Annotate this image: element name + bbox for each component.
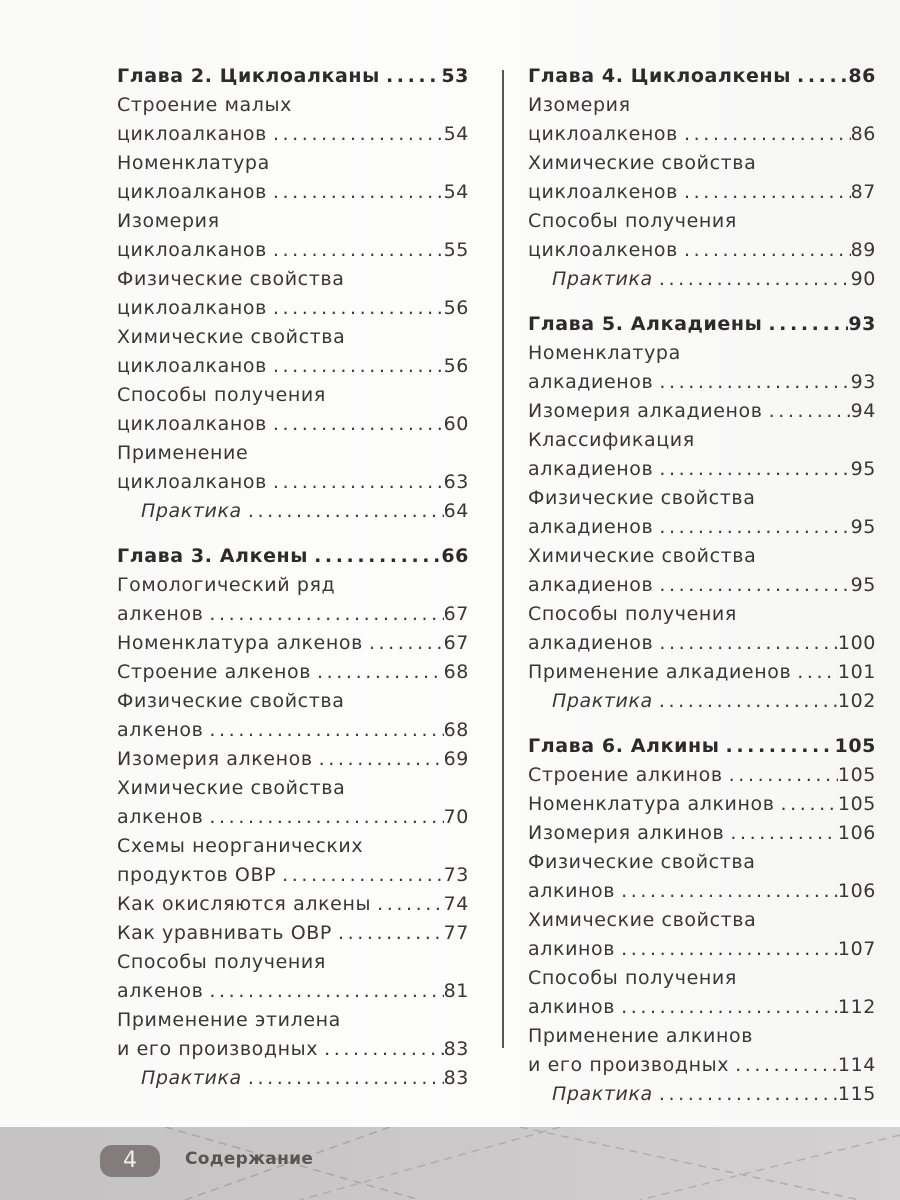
toc-entry-page: 60: [443, 413, 469, 435]
practice-entry-page: 83: [443, 1067, 469, 1089]
toc-entry-page: 81: [443, 980, 469, 1002]
toc-entry-page: 106: [837, 880, 876, 902]
toc-entry-page: 56: [443, 355, 469, 377]
toc-entry-line[interactable]: [528, 906, 876, 935]
toc-entry[interactable]: [117, 745, 469, 774]
toc-entry-line[interactable]: [117, 832, 469, 861]
toc-entry-page: 101: [837, 661, 876, 683]
toc-entry-text: Изомерия алкинов: [528, 822, 725, 844]
toc-entry-text: циклоалканов: [117, 297, 267, 319]
toc-entry[interactable]: [117, 803, 469, 832]
toc-entry[interactable]: [528, 455, 876, 484]
toc-entry-page: 55: [443, 239, 469, 261]
toc-entry-page: 87: [850, 181, 876, 203]
leader-dots: [678, 178, 851, 207]
toc-entry-page: 68: [443, 719, 469, 741]
toc-entry-line[interactable]: [117, 323, 469, 352]
toc-entry-line[interactable]: [117, 439, 469, 468]
toc-entry[interactable]: [528, 877, 876, 906]
toc-entry-text: Применение: [117, 442, 249, 464]
toc-entry-line[interactable]: [117, 571, 469, 600]
toc-entry-page: 74: [443, 893, 469, 915]
toc-entry-text: Номенклатура алкинов: [528, 793, 775, 815]
toc-entry-text: циклоалкенов: [528, 181, 678, 203]
toc-entry[interactable]: [528, 790, 876, 819]
practice-entry[interactable]: [117, 497, 469, 526]
column-divider: [502, 70, 504, 1048]
toc-entry-page: 95: [850, 458, 876, 480]
toc-entry-text: Изомерия: [117, 210, 220, 232]
footer-section-label: Содержание: [185, 1149, 314, 1169]
toc-entry[interactable]: [117, 468, 469, 497]
chapter-title[interactable]: [117, 62, 469, 91]
toc-entry-text: продуктов ОВР: [117, 864, 277, 886]
toc-entry-text: Гомологический ряд: [117, 574, 336, 596]
toc-entry-page: 67: [443, 603, 469, 625]
toc-entry-text: алкинов: [528, 938, 616, 960]
toc-entry-page: 93: [850, 371, 876, 393]
toc-entry-text: Способы получения: [528, 603, 737, 625]
toc-entry-line[interactable]: [528, 484, 876, 513]
toc-entry-line[interactable]: [528, 1022, 876, 1051]
toc-entry-text: Номенклатура: [528, 342, 681, 364]
toc-entry-page: 100: [837, 632, 876, 654]
chapter-title-text: Глава 6. Алкины: [528, 735, 720, 757]
leader-dots: [615, 935, 838, 964]
toc-entry[interactable]: [117, 977, 469, 1006]
toc-right-column: [528, 62, 876, 1125]
toc-entry-text: алкинов: [528, 996, 616, 1018]
practice-entry-page: 90: [850, 268, 876, 290]
toc-entry-line[interactable]: [528, 964, 876, 993]
toc-entry[interactable]: [117, 861, 469, 890]
practice-entry[interactable]: [528, 687, 876, 716]
toc-entry-text: и его производных: [528, 1054, 730, 1076]
toc-entry-text: Номенклатура алкенов: [117, 632, 363, 654]
toc-entry-text: Физические свойства: [528, 487, 756, 509]
toc-entry-line[interactable]: [117, 381, 469, 410]
practice-entry-page: 115: [837, 1083, 876, 1105]
toc-entry-text: Физические свойства: [528, 851, 756, 873]
practice-entry-text: Практика: [141, 500, 242, 522]
leader-dots: [791, 658, 838, 687]
toc-entry-page: 69: [443, 748, 469, 770]
leader-dots: [267, 294, 444, 323]
leader-dots: [332, 919, 444, 948]
toc-entry-text: Применение алкинов: [528, 1025, 753, 1047]
toc-entry[interactable]: [117, 236, 469, 265]
toc-entry-line[interactable]: [117, 1006, 469, 1035]
toc-entry-page: 95: [850, 516, 876, 538]
leader-dots: [311, 658, 444, 687]
toc-entry-page: 56: [443, 297, 469, 319]
toc-entry[interactable]: [528, 571, 876, 600]
toc-entry-line[interactable]: [117, 948, 469, 977]
chapter-title-page: 66: [441, 545, 469, 567]
toc-entry-page: 83: [443, 1038, 469, 1060]
toc-entry-line[interactable]: [528, 339, 876, 368]
chapter-title-page: 53: [441, 65, 469, 87]
leader-dots: [775, 790, 838, 819]
leader-dots: [720, 732, 835, 761]
leader-dots: [242, 497, 444, 526]
chapter-title[interactable]: [117, 542, 469, 571]
toc-entry-text: алкадиенов: [528, 632, 654, 654]
toc-entry[interactable]: [117, 919, 469, 948]
toc-entry-text: алкадиенов: [528, 574, 654, 596]
toc-entry-text: Химические свойства: [528, 909, 757, 931]
toc-entry-text: циклоалкенов: [528, 239, 678, 261]
toc-entry-line[interactable]: [528, 542, 876, 571]
toc-entry[interactable]: [528, 993, 876, 1022]
chapter-title[interactable]: [528, 732, 876, 761]
toc-entry-text: Физические свойства: [117, 268, 345, 290]
leader-dots: [763, 397, 851, 426]
toc-entry[interactable]: [117, 352, 469, 381]
toc-entry-text: алкенов: [117, 806, 204, 828]
toc-entry-text: алкадиенов: [528, 371, 654, 393]
toc-entry[interactable]: [528, 935, 876, 964]
toc-entry-text: Способы получения: [117, 384, 326, 406]
practice-entry-text: Практика: [552, 1083, 653, 1105]
chapter-title[interactable]: [528, 62, 876, 91]
leader-dots: [653, 687, 838, 716]
toc-entry[interactable]: [528, 658, 876, 687]
chapter-block: [528, 62, 876, 294]
toc-entry-text: Способы получения: [117, 951, 326, 973]
toc-entry-text: циклоалканов: [117, 239, 267, 261]
toc-entry[interactable]: [528, 368, 876, 397]
leader-dots: [729, 1051, 838, 1080]
toc-entry[interactable]: [528, 819, 876, 848]
toc-entry-line[interactable]: [117, 149, 469, 178]
practice-entry-page: 102: [837, 690, 876, 712]
toc-entry-line[interactable]: [117, 774, 469, 803]
toc-entry-text: Химические свойства: [117, 777, 346, 799]
chapter-title-text: Глава 2. Циклоалканы: [117, 65, 380, 87]
chapter-title[interactable]: [528, 310, 876, 339]
leader-dots: [678, 236, 851, 265]
leader-dots: [653, 368, 850, 397]
toc-entry-text: циклоалканов: [117, 413, 267, 435]
leader-dots: [653, 513, 850, 542]
toc-entry-text: циклоалкенов: [528, 123, 678, 145]
toc-entry-page: 73: [443, 864, 469, 886]
toc-entry-page: 54: [443, 123, 469, 145]
toc-entry[interactable]: [117, 658, 469, 687]
toc-entry-line[interactable]: [528, 426, 876, 455]
toc-entry[interactable]: [528, 236, 876, 265]
toc-entry-text: Изомерия алкадиенов: [528, 400, 763, 422]
toc-entry-text: Химические свойства: [528, 152, 757, 174]
leader-dots: [724, 819, 838, 848]
chapter-block: [117, 62, 469, 526]
toc-entry-page: 105: [837, 793, 876, 815]
leader-dots: [242, 1064, 444, 1093]
toc-entry-text: циклоалканов: [117, 355, 267, 377]
toc-entry-page: 68: [443, 661, 469, 683]
chapter-title-text: Глава 4. Циклоалкены: [528, 65, 791, 87]
leader-dots: [363, 629, 444, 658]
toc-entry-text: Способы получения: [528, 210, 737, 232]
practice-entry-text: Практика: [552, 690, 653, 712]
toc-entry-page: 54: [443, 181, 469, 203]
toc-entry-text: циклоалканов: [117, 123, 267, 145]
toc-entry-text: алкинов: [528, 880, 616, 902]
leader-dots: [267, 410, 444, 439]
toc-entry-page: 70: [443, 806, 469, 828]
leader-dots: [653, 455, 850, 484]
toc-entry-text: Строение алкинов: [528, 764, 723, 786]
chapter-block: [528, 310, 876, 716]
practice-entry-page: 64: [443, 500, 469, 522]
toc-entry[interactable]: [117, 178, 469, 207]
toc-entry-line[interactable]: [117, 265, 469, 294]
leader-dots: [723, 761, 838, 790]
toc-entry[interactable]: [528, 397, 876, 426]
toc-entry[interactable]: [117, 716, 469, 745]
toc-entry-line[interactable]: [528, 149, 876, 178]
chapter-title-text: Глава 5. Алкадиены: [528, 313, 763, 335]
toc-entry[interactable]: [528, 1051, 876, 1080]
toc-entry[interactable]: [528, 629, 876, 658]
toc-entry-page: 107: [837, 938, 876, 960]
toc-entry[interactable]: [117, 629, 469, 658]
toc-entry-page: 114: [837, 1054, 876, 1076]
toc-entry-page: 86: [850, 123, 876, 145]
toc-entry-line[interactable]: [528, 600, 876, 629]
toc-entry-text: Строение алкенов: [117, 661, 312, 683]
leader-dots: [203, 716, 443, 745]
toc-entry-page: 63: [443, 471, 469, 493]
leader-dots: [615, 877, 838, 906]
leader-dots: [203, 803, 443, 832]
toc-entry-text: Классификация: [528, 429, 695, 451]
toc-entry-page: 95: [850, 574, 876, 596]
practice-entry[interactable]: [528, 265, 876, 294]
toc-entry-text: алкенов: [117, 980, 204, 1002]
chapter-block: [528, 732, 876, 1109]
toc-entry-page: 105: [837, 764, 876, 786]
toc-entry[interactable]: [117, 890, 469, 919]
toc-entry-page: 112: [837, 996, 876, 1018]
toc-entry[interactable]: [117, 1035, 469, 1064]
leader-dots: [267, 120, 444, 149]
leader-dots: [308, 542, 441, 571]
toc-entry-page: 94: [850, 400, 876, 422]
toc-entry-text: и его производных: [117, 1038, 319, 1060]
toc-entry-text: Схемы неорганических: [117, 835, 364, 857]
chapter-title-text: Глава 3. Алкены: [117, 545, 309, 567]
chapter-block: [117, 542, 469, 1093]
leader-dots: [653, 571, 850, 600]
leader-dots: [203, 977, 443, 1006]
leader-dots: [653, 265, 851, 294]
toc-entry[interactable]: [528, 178, 876, 207]
toc-entry-line[interactable]: [117, 207, 469, 236]
toc-entry-text: алкадиенов: [528, 458, 654, 480]
leader-dots: [318, 1035, 444, 1064]
chapter-title-page: 86: [848, 65, 876, 87]
leader-dots: [276, 861, 443, 890]
leader-dots: [678, 120, 851, 149]
practice-entry[interactable]: [117, 1064, 469, 1093]
page-footer: [0, 1127, 900, 1200]
leader-dots: [313, 745, 444, 774]
toc-entry-text: Как окисляются алкены: [117, 893, 372, 915]
leader-dots: [615, 993, 838, 1022]
toc-entry-page: 77: [443, 922, 469, 944]
toc-entry-text: Химические свойства: [117, 326, 346, 348]
toc-entry-text: Применение алкадиенов: [528, 661, 792, 683]
toc-entry-page: 89: [850, 239, 876, 261]
chapter-title-page: 93: [848, 313, 876, 335]
toc-entry[interactable]: [528, 513, 876, 542]
toc-entry-line[interactable]: [528, 91, 876, 120]
page-number-badge: 4: [100, 1145, 160, 1177]
toc-entry-text: циклоалканов: [117, 181, 267, 203]
toc-left-column: [117, 62, 469, 1109]
chapter-title-page: 105: [834, 735, 876, 757]
toc-entry-text: Способы получения: [528, 967, 737, 989]
toc-entry-text: Применение этилена: [117, 1009, 341, 1031]
toc-entry-text: Изомерия: [528, 94, 631, 116]
toc-entry[interactable]: [117, 600, 469, 629]
toc-entry-text: Как уравнивать ОВР: [117, 922, 332, 944]
toc-entry-text: Химические свойства: [528, 545, 757, 567]
leader-dots: [267, 178, 444, 207]
toc-entry-line[interactable]: [117, 91, 469, 120]
practice-entry-text: Практика: [552, 268, 653, 290]
toc-entry-text: Физические свойства: [117, 690, 345, 712]
toc-entry-page: 106: [837, 822, 876, 844]
toc-entry-text: Номенклатура: [117, 152, 270, 174]
toc-entry[interactable]: [117, 294, 469, 323]
leader-dots: [653, 629, 838, 658]
leader-dots: [203, 600, 443, 629]
leader-dots: [267, 236, 444, 265]
toc-entry-text: Изомерия алкенов: [117, 748, 313, 770]
leader-dots: [653, 1080, 838, 1109]
practice-entry-text: Практика: [141, 1067, 242, 1089]
toc-entry-text: алкенов: [117, 603, 204, 625]
toc-entry-page: 67: [443, 632, 469, 654]
leader-dots: [791, 62, 848, 91]
toc-entry-text: алкадиенов: [528, 516, 654, 538]
leader-dots: [267, 352, 444, 381]
toc-entry[interactable]: [117, 120, 469, 149]
toc-entry-text: алкенов: [117, 719, 204, 741]
toc-entry[interactable]: [117, 410, 469, 439]
leader-dots: [762, 310, 848, 339]
toc-entry[interactable]: [528, 120, 876, 149]
leader-dots: [371, 890, 444, 919]
toc-entry-line[interactable]: [528, 207, 876, 236]
toc-entry-line[interactable]: [528, 848, 876, 877]
toc-entry[interactable]: [528, 761, 876, 790]
practice-entry[interactable]: [528, 1080, 876, 1109]
toc-entry-line[interactable]: [117, 687, 469, 716]
leader-dots: [380, 62, 441, 91]
toc-entry-text: циклоалканов: [117, 471, 267, 493]
leader-dots: [267, 468, 444, 497]
toc-entry-text: Строение малых: [117, 94, 292, 116]
